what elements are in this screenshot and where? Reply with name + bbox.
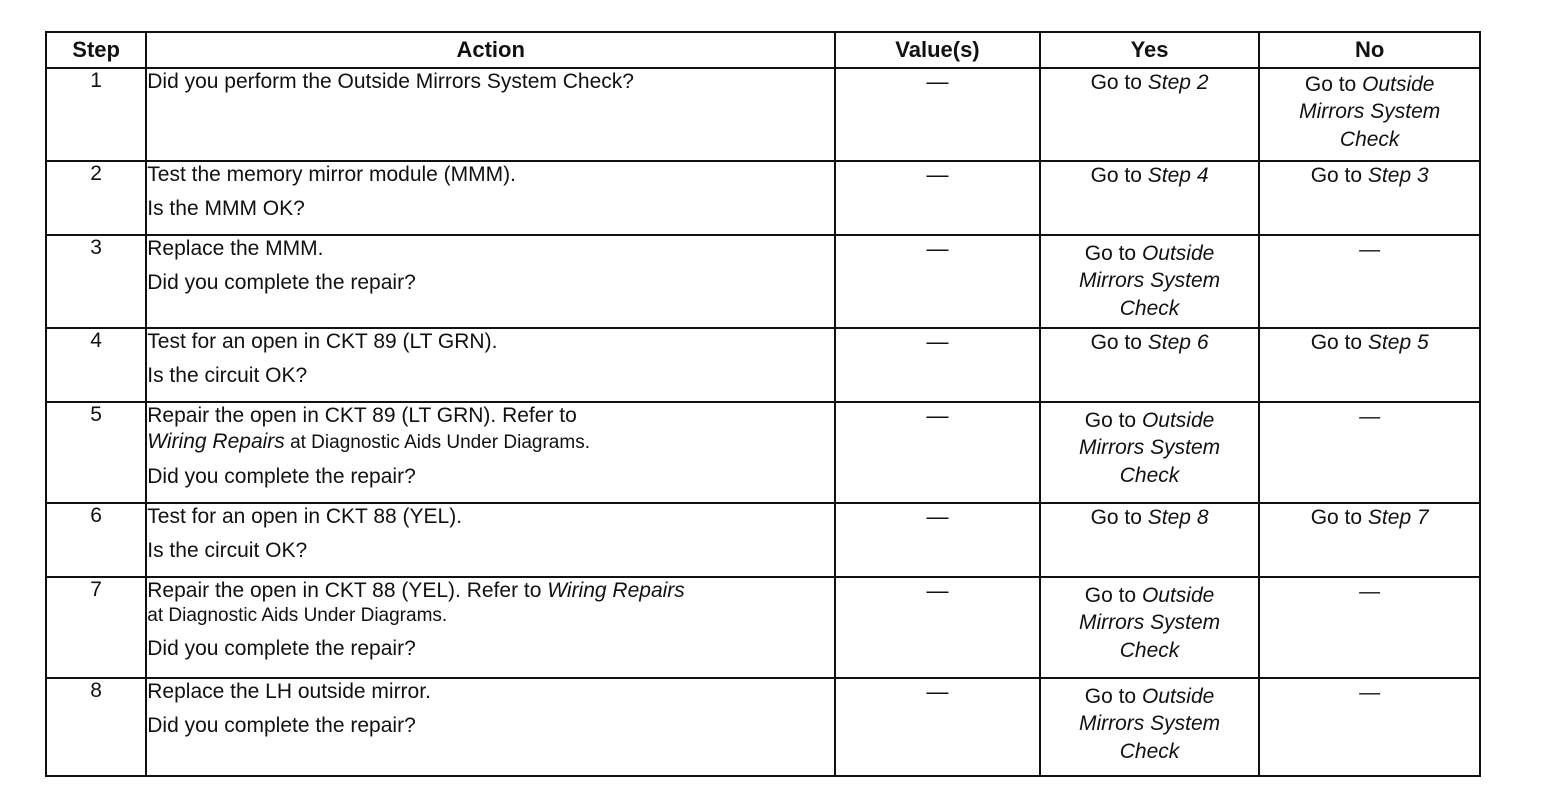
yes-cell: [1040, 503, 1260, 577]
no-cell: —: [1259, 235, 1480, 328]
header-row: [46, 32, 1480, 68]
goto-prefix: Go to: [1304, 73, 1357, 96]
action-text: Replace the LH outside mirror.: [147, 680, 431, 703]
goto-target: Step 8: [1147, 506, 1209, 529]
yes-cell: [1040, 678, 1260, 776]
no-cell: —: [1259, 678, 1480, 776]
step-number: 1: [46, 68, 146, 161]
value-cell: —: [835, 235, 1040, 328]
table-row: [46, 402, 1480, 503]
goto-prefix: Go to: [1084, 685, 1137, 708]
goto-target: Step 3: [1367, 164, 1429, 187]
goto-target: Outside Mirrors System Check: [1078, 409, 1221, 487]
action-cell: [146, 235, 835, 328]
action-text: Test for an open in CKT 89 (LT GRN).: [147, 330, 498, 353]
action-cell: [146, 678, 835, 776]
action-cell: [146, 68, 835, 161]
action-question: Did you complete the repair?: [147, 637, 416, 660]
goto-target: Step 4: [1147, 164, 1209, 187]
no-cell: [1259, 68, 1480, 161]
value-cell: —: [835, 503, 1040, 577]
step-number: 6: [46, 503, 146, 577]
diagnostic-table: [45, 31, 1481, 777]
goto-prefix: Go to: [1084, 409, 1137, 432]
goto-prefix: Go to: [1090, 71, 1142, 94]
yes-cell: [1040, 577, 1260, 678]
yes-cell: [1040, 235, 1260, 328]
yes-cell: [1040, 161, 1260, 235]
action-cell: [146, 328, 835, 402]
action-question: Did you complete the repair?: [147, 714, 416, 738]
reference-location: at Diagnostic Aids Under Diagrams.: [290, 432, 590, 454]
no-cell: [1259, 161, 1480, 235]
action-text: Did you perform the Outside Mirrors System Check?: [147, 70, 634, 93]
reference-link-text: Wiring Repairs: [147, 430, 285, 454]
action-text: Test for an open in CKT 88 (YEL).: [147, 505, 463, 528]
goto-prefix: Go to: [1310, 164, 1363, 187]
action-question: Did you complete the repair?: [147, 271, 416, 295]
no-cell: [1259, 503, 1480, 577]
goto-prefix: Go to: [1090, 331, 1142, 354]
table-row: [46, 678, 1480, 776]
reference-location: at Diagnostic Aids Under Diagrams.: [147, 605, 448, 627]
goto-target: Outside Mirrors System Check: [1078, 242, 1221, 320]
table-row: [46, 328, 1480, 402]
goto-prefix: Go to: [1084, 242, 1137, 265]
value-cell: —: [835, 577, 1040, 678]
goto-prefix: Go to: [1090, 506, 1142, 529]
action-text: [147, 578, 834, 604]
goto-target: Step 7: [1367, 506, 1429, 529]
value-cell: —: [835, 678, 1040, 776]
no-cell: —: [1259, 577, 1480, 678]
header-action: Action: [146, 32, 835, 68]
value-cell: —: [835, 161, 1040, 235]
no-cell: [1259, 328, 1480, 402]
value-cell: —: [835, 68, 1040, 161]
action-text-lead: Repair the open in CKT 88 (YEL). Refer to: [147, 579, 542, 602]
goto-prefix: Go to: [1310, 506, 1363, 529]
action-cell: [146, 161, 835, 235]
step-number: 8: [46, 678, 146, 776]
table-row: [46, 161, 1480, 235]
step-number: 2: [46, 161, 146, 235]
table-row: [46, 503, 1480, 577]
header-yes: Yes: [1040, 32, 1260, 68]
header-values: Value(s): [835, 32, 1040, 68]
goto-target: Outside Mirrors System Check: [1078, 584, 1221, 662]
value-cell: —: [835, 402, 1040, 503]
action-reference: [147, 429, 834, 455]
reference-link-text: Wiring Repairs: [547, 579, 685, 602]
table-row: [46, 235, 1480, 328]
action-text: Replace the MMM.: [147, 237, 324, 260]
action-question: Is the circuit OK?: [147, 364, 308, 388]
header-step: Step: [46, 32, 146, 68]
action-question: Did you complete the repair?: [147, 464, 416, 488]
goto-target: Outside Mirrors System Check: [1078, 685, 1221, 763]
goto-prefix: Go to: [1084, 584, 1137, 607]
step-number: 5: [46, 402, 146, 503]
action-cell: [146, 402, 835, 503]
action-cell: [146, 503, 835, 577]
value-cell: —: [835, 328, 1040, 402]
step-number: 3: [46, 235, 146, 328]
goto-target: Step 6: [1147, 331, 1209, 354]
action-text: Test the memory mirror module (MMM).: [147, 163, 516, 186]
action-question: Is the circuit OK?: [147, 539, 308, 563]
yes-cell: [1040, 328, 1260, 402]
table-row: [46, 577, 1480, 678]
yes-cell: [1040, 68, 1260, 161]
action-text: Repair the open in CKT 89 (LT GRN). Refer to: [147, 404, 577, 427]
goto-prefix: Go to: [1310, 331, 1363, 354]
no-cell: —: [1259, 402, 1480, 503]
step-number: 7: [46, 577, 146, 678]
goto-target: Step 2: [1147, 71, 1209, 94]
goto-target: Step 5: [1367, 331, 1429, 354]
header-no: No: [1259, 32, 1480, 68]
table-row: [46, 68, 1480, 161]
action-cell: [146, 577, 835, 678]
step-number: 4: [46, 328, 146, 402]
action-question: Is the MMM OK?: [147, 197, 305, 221]
goto-prefix: Go to: [1090, 164, 1142, 187]
goto-target: Outside Mirrors System Check: [1299, 73, 1441, 151]
yes-cell: [1040, 402, 1260, 503]
